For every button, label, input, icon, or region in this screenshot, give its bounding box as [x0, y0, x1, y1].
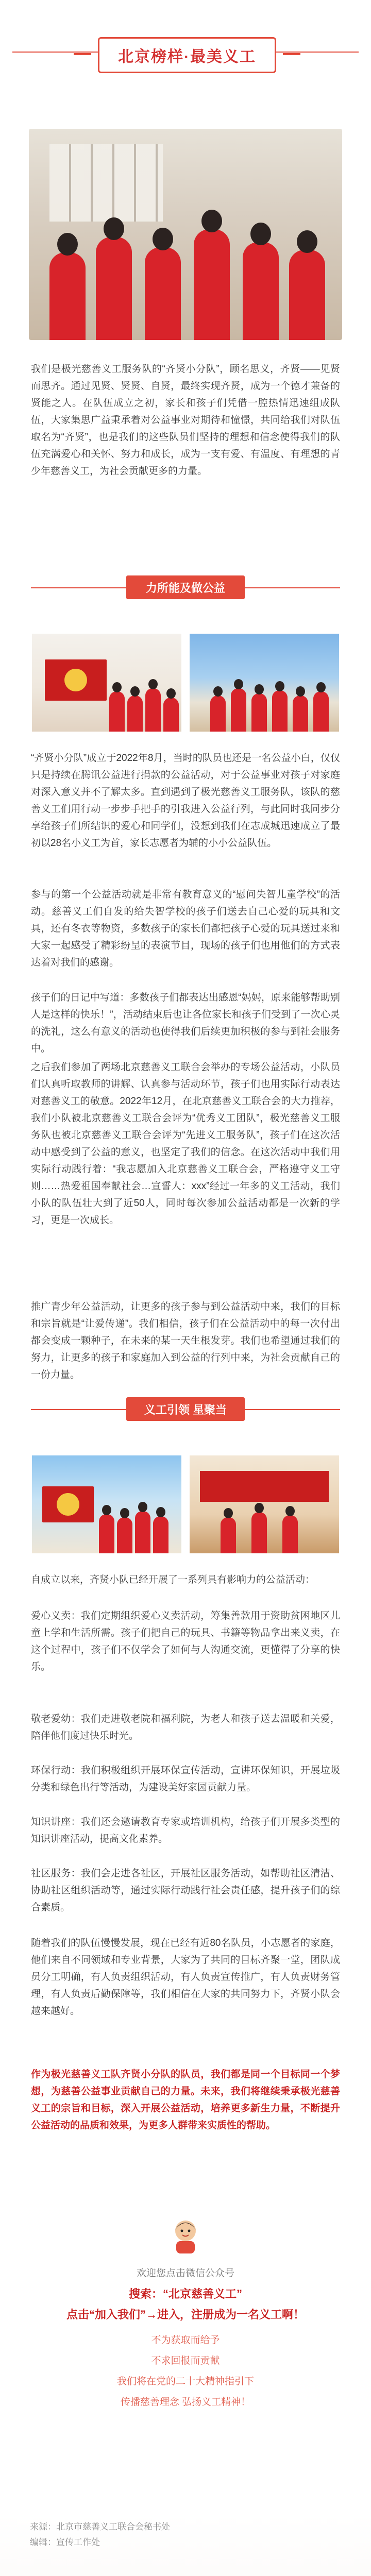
page-title-tag: [98, 37, 276, 73]
volunteer-figure: [117, 1517, 132, 1553]
volunteer-figure: [282, 1515, 298, 1553]
volunteer-figure: [251, 693, 267, 732]
highlight-paragraph: 作为极光慈善义工队齐贤小分队的队员，我们都是同一个目标同一个梦想，为慈善公益事业贡献自己的力量。未来，我们将继续秉承极光慈善义工的宗旨和目标，深入开展公益活动，培养更多新生力量，不断提升公益活动的品质和效果，为更多人群带来实质性的帮助。: [31, 2069, 340, 2131]
section2-paragraph-2: 爱心义卖：我们定期组织爱心义卖活动，筹集善款用于资助贫困地区儿童上学和生活所需。孩子们把自己的玩具、书籍等物品拿出来义卖，在这个过程中，孩子们不仅学会了如何与人沟通交流，更懂得了分享的快乐。: [31, 1611, 340, 1672]
section1-paragraph-5: 推广青少年公益活动，让更多的孩子参与到公益活动中来，我们的目标和宗旨就是“让爱传递”。我们相信，孩子们在公益活动中的每一次付出都会变成一颗种子，在未来的某一天生根发芽。我们也希望通过我们的努力，让更多的孩子和家庭加入到公益的行列中来，为社会贡献自己的一份力量。: [31, 1301, 340, 1380]
cta-line-6: 我们将在党的二十大精神指引下: [116, 2376, 254, 2387]
section2-paragraph-3: 敬老爱幼：我们走进敬老院和福利院，为老人和孩子送去温暖和关爱，陪伴他们度过快乐时光。: [31, 1714, 340, 1741]
child-figure: [194, 229, 230, 340]
section1-paragraph-3: 孩子们的日记中写道：多数孩子们都表达出感恩“妈妈，原来能够帮助别人是这样的快乐！”，活动结束后也让各位家长和孩子们受到了一次心灵的洗礼，这么有意义的活动也使得我们后续更加积极的参与到社会服务中。: [31, 992, 340, 1054]
volunteer-figure: [109, 691, 125, 732]
child-figure: [96, 237, 132, 340]
section2-tag: 义工引领 星聚当: [126, 1397, 245, 1421]
volunteer-figure: [135, 1511, 150, 1553]
volunteer-figure: [163, 698, 179, 732]
section1-tag: 力所能及做公益: [126, 575, 245, 599]
section2-paragraph-5: 知识讲座：我们还会邀请教育专家或培训机构，给孩子们开展多类型的知识讲座活动，提高文化素养。: [31, 1817, 340, 1844]
cta-search-text[interactable]: 搜索：“北京慈善义工”: [128, 2287, 242, 2300]
flag-banner: [45, 659, 107, 701]
cta-line-5: 不求回报而贡献: [151, 2355, 220, 2366]
section2-paragraph-6: 社区服务：我们会走进各社区，开展社区服务活动，如帮助社区清洁、协助社区组织活动等，通过实际行动践行社会责任感，提升孩子们的综合素质。: [31, 1868, 340, 1913]
editor-text: 编辑：宣传工作处: [30, 2537, 100, 2547]
section1-paragraph-4: 之后我们参加了两场北京慈善义工联合会举办的专场公益活动，小队员们认真听取教师的讲解、认真参与活动环节，孩子们也用实际行动表达对慈善义工的敬意。2022年12月，在北京慈善义工联合会的大力推荐，我们小队被北京慈善义工联合会评为“优秀义工团队”，极光慈善义工服务队也被北京慈善义工联合会评为“先进义工服务队”，孩子们在这次活动中感受到了公益的意义，也坚定了我们的信念。在这次活动中我们用实际行动践行着：“我志愿加入北京慈善义工联合会，严格遵守义工守则……热爱祖国奉献社会…宣誓人：xxx”经过一年多的义工活动，我们小队的队伍壮大到了近50人，同时每次参加公益活动都是一次新的学习，更是一次成长。: [31, 1062, 340, 1226]
child-figure: [49, 252, 86, 340]
volunteer-mascot-icon: [166, 2215, 205, 2255]
cta-line-1: 欢迎您点击微信公众号: [136, 2268, 234, 2279]
volunteer-figure: [210, 696, 226, 732]
title-dash-right: [283, 53, 300, 55]
booth-banner: [200, 1471, 329, 1502]
volunteer-figure: [145, 688, 161, 732]
volunteer-figure: [313, 691, 329, 732]
volunteer-figure: [99, 1514, 114, 1553]
volunteer-figure: [231, 688, 246, 732]
activity-photo-outdoor: [190, 634, 339, 732]
hero-photo: [29, 129, 342, 340]
section2-paragraph-4: 环保行动：我们积极组织开展环保宣传活动，宣讲环保知识，开展垃圾分类和绿色出行等活动，为建设美好家园贡献力量。: [31, 1765, 340, 1793]
wall-photos: [49, 144, 163, 222]
child-figure: [289, 250, 325, 340]
activity-photo-group: [32, 1455, 181, 1553]
title-dash-left: [74, 53, 91, 55]
child-figure: [145, 247, 181, 340]
section1-paragraph-1: “齐贤小分队”成立于2022年8月，当时的队员也还是一名公益小白，仅仅只是持续在腾讯公益进行捐款的公益活动，对于公益事业对孩子对家庭对深入意义并不了解太多。直到遇到了极光慈善义工服务队，该队的慈善义工们用行动一步步手把手的引我进入公益行列，与此同时我同步分享给孩子们所结识的爱心和同学们，没想到我们在志成城迅速成立了最初以28名小义工为首，家长志愿者为辅的小小公益队伍。: [31, 753, 340, 849]
page-title: 北京榜样·最美义工: [118, 48, 256, 65]
child-figure: [243, 242, 279, 340]
activity-photo-indoor: [32, 634, 181, 732]
volunteer-figure: [221, 1517, 236, 1553]
activity-photo-booth: [190, 1455, 339, 1553]
volunteer-figure: [272, 690, 288, 732]
volunteer-figure: [127, 696, 143, 732]
section2-paragraph-1: 自成立以来，齐贤小队已经开展了一系列具有影响力的公益活动：: [31, 1574, 315, 1585]
volunteer-figure: [251, 1512, 267, 1553]
volunteer-figure: [153, 1516, 168, 1553]
flag-banner: [42, 1486, 94, 1522]
cta-line-7: 传播慈善理念 弘扬义工精神！: [120, 2397, 251, 2408]
volunteer-figure: [293, 696, 308, 732]
section1-paragraph-2: 参与的第一个公益活动就是非常有教育意义的“慰问失智儿童学校”的活动。慈善义工们自发的给失智学校的孩子们送去自己心爱的玩具和文具，还有冬衣等物资，多数孩子的家长们都把孩子心爱的玩具送过来和大家一起感受了精彩纷呈的表演节目，现场的孩子们也用他们的方式表达着对我们的感谢。: [31, 889, 340, 968]
cta-line-4: 不为获取而给予: [151, 2335, 220, 2346]
intro-paragraph: 我们是极光慈善义工服务队的“齐贤小分队”，顾名思义，齐贤——见贤而思齐。通过见贤、贤贤、自贤，最终实现齐贤，成为一个德才兼备的贤能之人。在队伍成立之初，家长和孩子们凭借一腔热情迅速组成队伍，大家集思广益秉承着对公益事业对期待和憧憬，共同给我们对队伍取名为“齐贤”，也是我们的这些队员们坚持的理想和信念使得我们的队伍充满爱心和关怀、努力和成长，成为一支有爱、有温度、有理想的青少年慈善义工，为社会贡献更多的力量。: [31, 364, 340, 477]
section2-paragraph-7: 随着我们的队伍慢慢发展，现在已经有近80名队员，小志愿者的家庭，他们来自不同领域和专业背景，大家为了共同的目标齐聚一堂，团队成员分工明确，有人负责组织活动，有人负责宣传推广，有人负责财务管理，有人负责后勤保障等，我们相信在大家的共同努力下，齐贤小队会越来越好。: [31, 1938, 340, 2016]
source-text: 来源：北京市慈善义工联合会秘书处: [30, 2522, 170, 2532]
cta-join-text[interactable]: 点击“加入我们”→进入，注册成为一名义工啊！: [66, 2308, 305, 2321]
